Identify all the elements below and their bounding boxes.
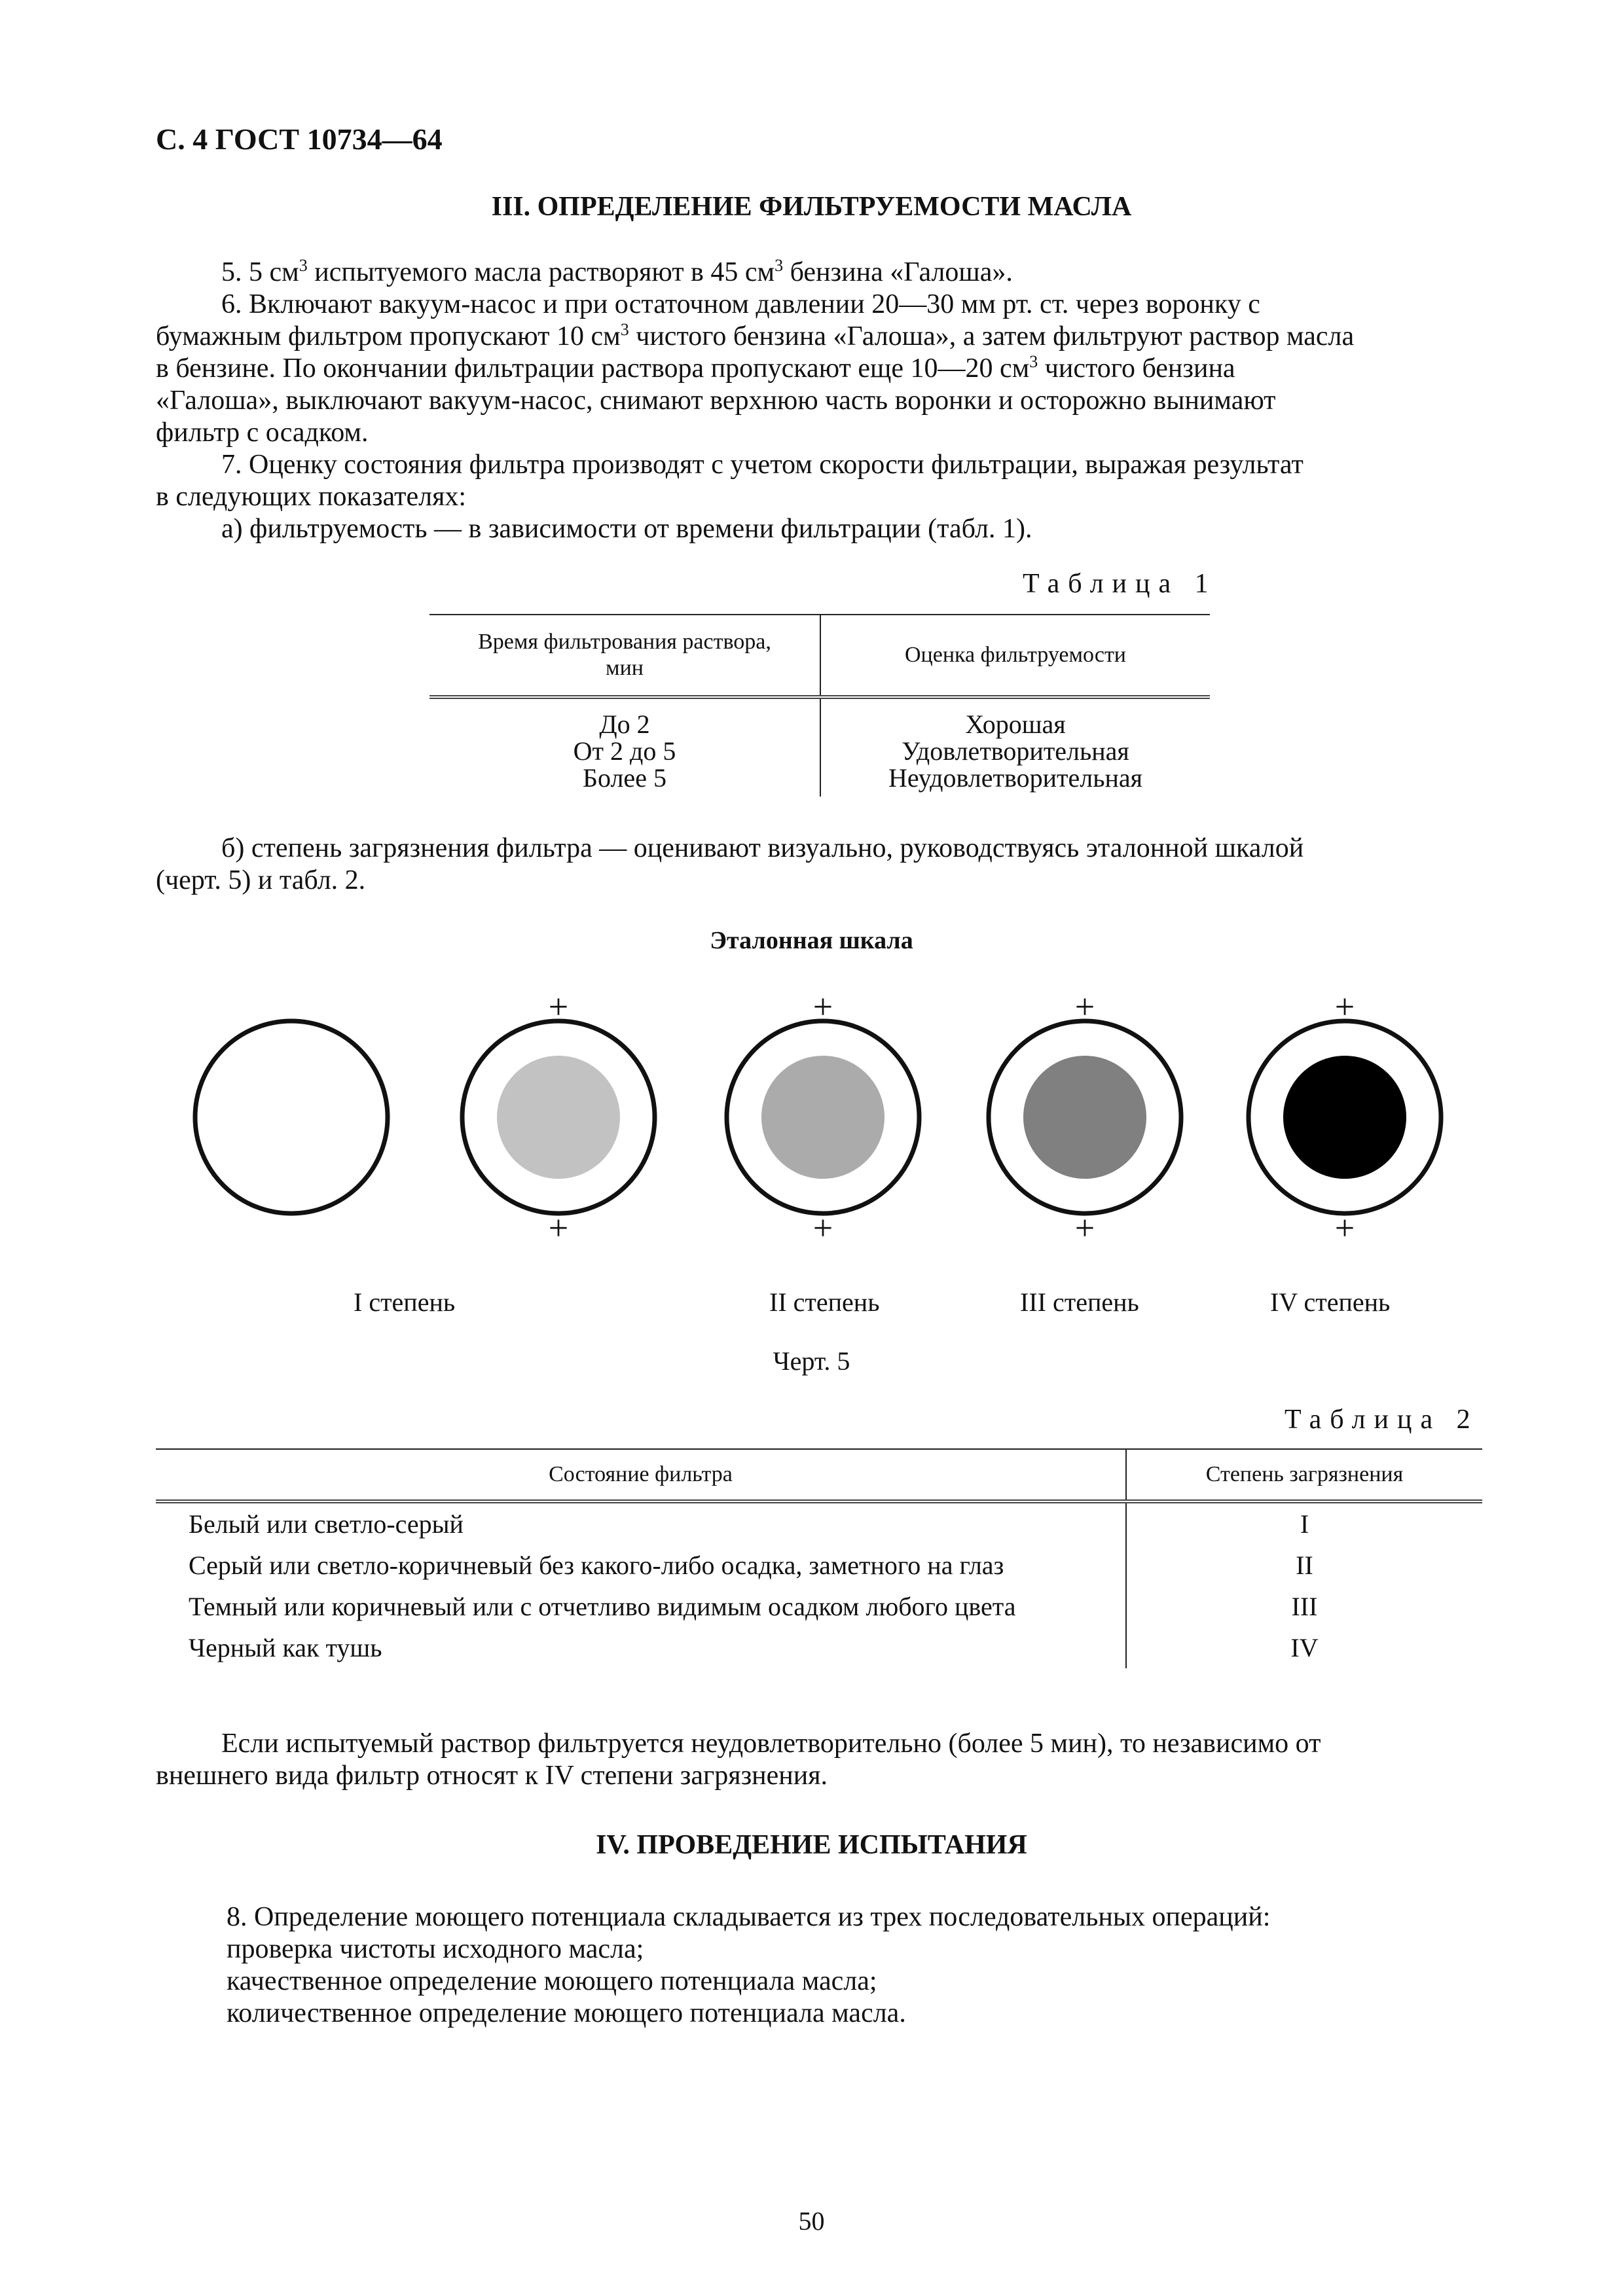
scale-circle-4 xyxy=(989,987,1181,1247)
scale-label-4: III степень xyxy=(1020,1287,1139,1317)
scale-circle-5 xyxy=(1249,987,1441,1247)
page-header: С. 4 ГОСТ 10734—64 xyxy=(156,122,443,156)
table-header-row xyxy=(156,1449,1482,1501)
table-2-caption: Таблица 2 xyxy=(1285,1405,1479,1435)
plus-mark-bottom: + xyxy=(548,1208,569,1247)
page-number: 50 xyxy=(798,2206,825,2236)
scale-label-3: II степень xyxy=(769,1287,880,1317)
col-header-state: Состояние фильтра xyxy=(156,1449,1126,1501)
time-cell: До 2 От 2 до 5 Более 5 xyxy=(429,697,820,797)
contamination-spot xyxy=(761,1056,884,1179)
paragraph-7: 7. Оценку состояния фильтра производят с учетом скорости фильтрации, выражая результат в следующих показателях: xyxy=(156,450,1304,512)
plus-mark-bottom: + xyxy=(812,1208,833,1247)
col-header-rating: Оценка фильтруемости xyxy=(820,615,1210,697)
scale-title: Эталонная шкала xyxy=(710,927,913,954)
filter-outline xyxy=(195,1021,388,1213)
paragraph-5: 5. 5 $см^3$ испытуемого масла растворяют в 45 $см^3$ бензина «Галоша». xyxy=(221,256,1013,287)
scale-label-5: IV степень xyxy=(1270,1287,1391,1317)
contamination-spot xyxy=(1283,1056,1406,1179)
plus-mark-top: + xyxy=(1334,987,1355,1026)
table-1-caption: Таблица 1 xyxy=(1023,569,1217,599)
rating-cell: Хорошая Удовлетворительная Неудовлетворительная xyxy=(888,709,1143,793)
paragraph-6: 6. Включают вакуум-насос и при остаточном давлении 20—30 мм рт. ст. через воронку с бумажным фильтром пропускают 10 $см^3$ чистого бензина «Галоша», а затем фильтруют раствор масла в бензине. По окончании фильтрации раствора пропускают еще 10—20 $см^3$ чистого бензина «Галоша», выключают вакуум-насос, снимают верхнюю часть воронки и осторожно вынимают фильтр с осадком. xyxy=(156,289,1355,448)
plus-mark-top: + xyxy=(548,987,569,1026)
contamination-spot xyxy=(497,1056,620,1179)
table-2 xyxy=(156,1448,1482,1668)
section-3-title: III. ОПРЕДЕЛЕНИЕ ФИЛЬТРУЕМОСТИ МАСЛА xyxy=(491,192,1132,222)
table-row: Темный или коричневый или с отчетливо видимым осадком любого цвета III xyxy=(156,1586,1482,1627)
figure-caption: Черт. 5 xyxy=(773,1346,850,1376)
section-4-title: IV. ПРОВЕДЕНИЕ ИСПЫТАНИЯ xyxy=(596,1830,1027,1860)
col-header-time: Время фильтрования раствора, мин xyxy=(429,615,820,697)
scale-circle-1 xyxy=(195,1021,388,1213)
plus-mark-bottom: + xyxy=(1074,1208,1095,1247)
section-4-body: 8. Определение моющего потенциала складывается из трех последовательных операций: проверка чистоты исходного масла; качественное определение моющего потенциала масла; количественное определение моющего потенциала масла. xyxy=(227,1902,1271,2028)
contamination-spot xyxy=(1023,1056,1146,1179)
item-a: а) фильтруемость — в зависимости от времени фильтрации (табл. 1). xyxy=(221,514,1032,544)
table-row: Белый или светло-серый I xyxy=(156,1501,1482,1545)
scale-label-1: I степень xyxy=(354,1287,456,1317)
after-table-2-paragraph: Если испытуемый раствор фильтруется неудовлетворительно (более 5 мин), то независимо от внешнего вида фильтр относят к IV степени загрязнения. xyxy=(156,1729,1321,1791)
scale-circle-2 xyxy=(462,987,655,1247)
scale-circle-3 xyxy=(727,987,919,1247)
col-header-degree: Степень загрязнения xyxy=(1126,1449,1482,1501)
item-b: б) степень загрязнения фильтра — оценивают визуально, руководствуясь эталонной шкалой (черт. 5) и табл. 2. xyxy=(156,833,1304,895)
plus-mark-top: + xyxy=(1074,987,1095,1026)
plus-mark-top: + xyxy=(812,987,833,1026)
table-row: Серый или светло-коричневый без какого-либо осадка, заметного на глаз II xyxy=(156,1545,1482,1586)
plus-mark-bottom: + xyxy=(1334,1208,1355,1247)
table-row: Черный как тушь IV xyxy=(156,1627,1482,1668)
